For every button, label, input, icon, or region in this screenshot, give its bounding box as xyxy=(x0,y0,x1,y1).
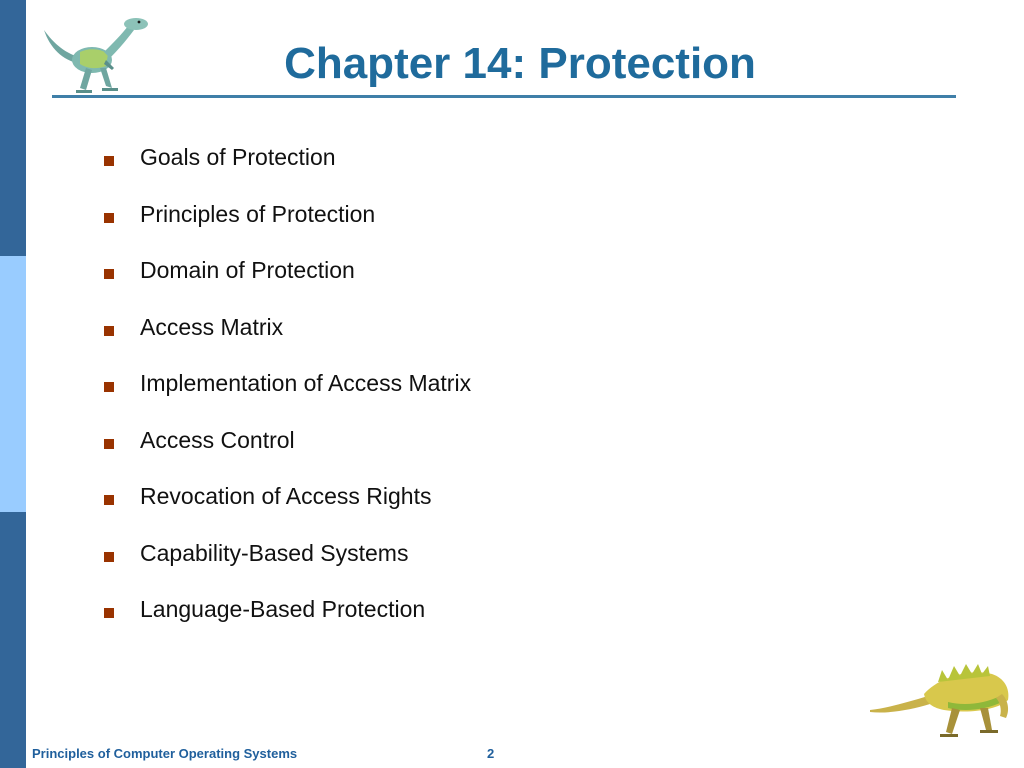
list-item-text: Goals of Protection xyxy=(140,144,336,170)
list-item xyxy=(104,200,471,260)
list-item-text: Principles of Protection xyxy=(140,200,376,227)
topic-list xyxy=(104,146,471,655)
title-divider xyxy=(52,95,956,98)
sidebar-segment-top xyxy=(0,0,26,256)
square-bullet-icon xyxy=(104,495,114,505)
sidebar-segment-bottom xyxy=(0,512,26,768)
sidebar-stripe xyxy=(0,0,26,768)
footer-course-title: Principles of Computer Operating Systems xyxy=(32,746,298,761)
list-item-text: Implementation of Access Matrix xyxy=(140,370,472,396)
square-bullet-icon xyxy=(104,382,114,392)
list-item xyxy=(104,426,471,486)
square-bullet-icon xyxy=(104,608,114,618)
sidebar-segment-middle xyxy=(0,256,26,512)
list-item xyxy=(104,485,471,542)
list-item xyxy=(104,598,471,655)
list-item-text: Domain of Protection xyxy=(140,257,355,283)
dinosaur-icon xyxy=(36,8,156,96)
list-item-text: Language-Based Protection xyxy=(140,596,426,622)
slide-title: Chapter 14: Protection xyxy=(284,39,756,88)
square-bullet-icon xyxy=(104,213,114,223)
square-bullet-icon xyxy=(104,269,114,279)
list-item-text: Access Matrix xyxy=(140,313,284,340)
list-item-text: Revocation of Access Rights xyxy=(140,483,432,509)
square-bullet-icon xyxy=(104,439,114,449)
list-item xyxy=(104,539,471,599)
list-item xyxy=(104,313,471,373)
list-item xyxy=(104,146,471,203)
list-item xyxy=(104,372,471,429)
list-item-text: Access Control xyxy=(140,426,295,453)
list-item-text: Capability-Based Systems xyxy=(140,539,409,566)
page-number: 2 xyxy=(487,746,495,761)
dinosaur-icon xyxy=(868,658,1018,740)
square-bullet-icon xyxy=(104,326,114,336)
list-item xyxy=(104,259,471,316)
square-bullet-icon xyxy=(104,552,114,562)
square-bullet-icon xyxy=(104,156,114,166)
